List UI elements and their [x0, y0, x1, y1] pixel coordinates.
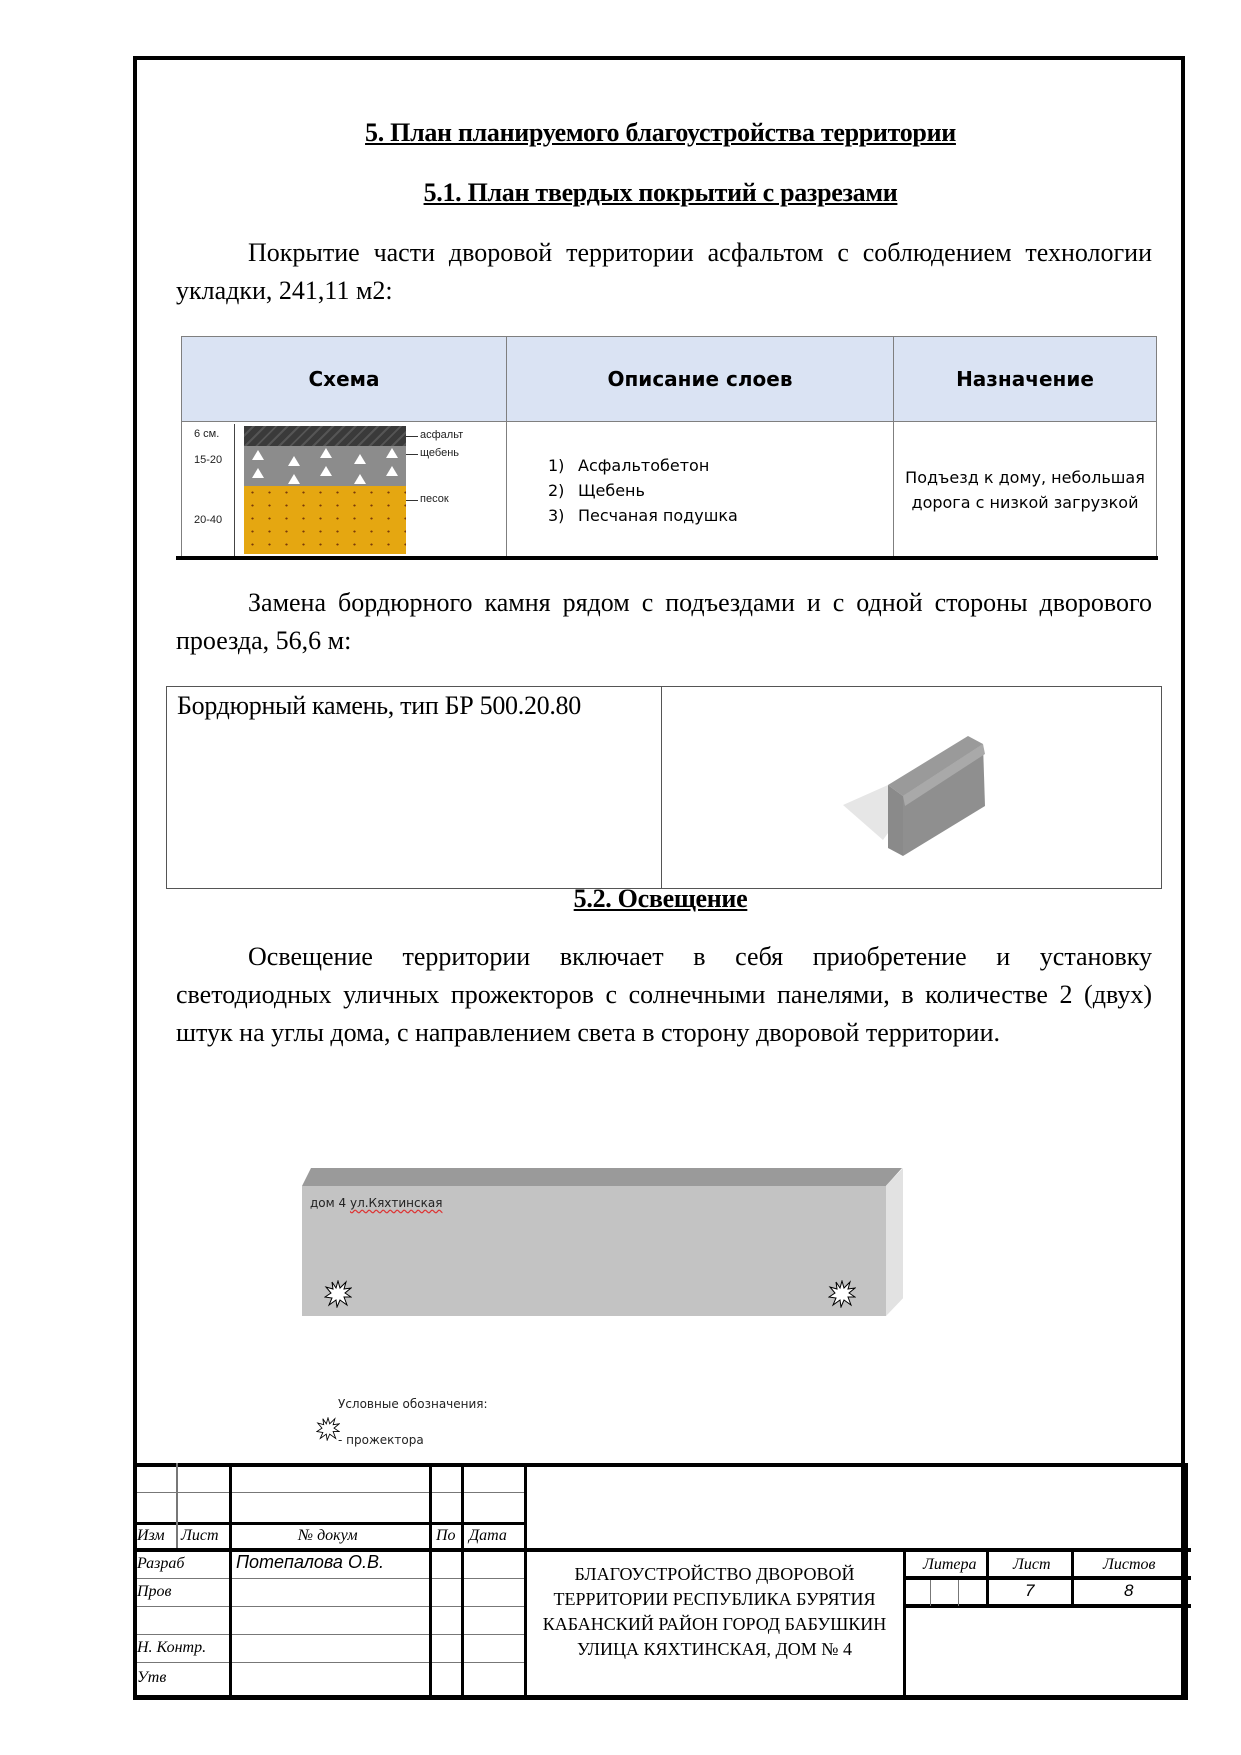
curb-image-cell [662, 687, 1162, 889]
dim-gravel: 15-20 [194, 454, 223, 466]
project-title: БЛАГОУСТРОЙСТВО ДВОРОВОЙ ТЕРРИТОРИИ РЕСПУБЛИКА БУРЯТИЯ КАБАНСКИЙ РАЙОН ГОРОД БАБУШКИН УЛИЦА КЯХТИНСКАЯ, ДОМ № 4 [542, 1564, 887, 1659]
header-purpose: Назначение [894, 337, 1157, 422]
house-side [886, 1168, 903, 1316]
col-header-signature: По [436, 1527, 456, 1544]
dim-sand: 20-40 [194, 514, 223, 526]
legend-item: - прожектора [316, 1417, 340, 1444]
gravel-layer [244, 446, 406, 486]
sheets-label: Листов [1103, 1556, 1156, 1573]
litera-label: Литера [923, 1556, 977, 1573]
house-label: дом 4 ул.Кяхтинская [310, 1196, 443, 1210]
curb-table [166, 686, 1162, 889]
col-header-date: Дата [469, 1527, 507, 1544]
dim-asphalt: 6 см. [194, 428, 220, 440]
spotlight-burst-icon [324, 1280, 352, 1308]
purpose-cell [894, 422, 1157, 559]
layers-cell [507, 422, 894, 559]
layers-list [508, 453, 892, 528]
list-item: 2) Щебень [548, 480, 645, 500]
paragraph-lighting: Освещение территории включает в себя приобретение и установку светодиодных уличных прожекторов с солнечными панелями, в количестве 2 (двух) штук на углы дома, с направлением света в сторону дворовой территории. [176, 942, 1152, 1047]
asphalt-layer [244, 426, 406, 446]
col-header-sheet: Лист [181, 1527, 219, 1544]
col-header-doc-number: № докум [298, 1527, 358, 1544]
label-sand: песок [420, 493, 449, 505]
spotlight-burst-icon [828, 1280, 856, 1308]
list-item: 3) Песчаная подушка [548, 505, 738, 525]
dimension-line [234, 424, 235, 556]
spotlight-burst-icon [316, 1417, 340, 1441]
role-developer: Разраб [137, 1555, 185, 1572]
sheet-number: 7 [1025, 1581, 1035, 1600]
pavement-section-diagram [182, 422, 504, 558]
section-heading-5-2: 5.2. Освещение [573, 884, 748, 913]
header-scheme: Схема [182, 337, 507, 422]
role-norm-control: Н. Контр. [137, 1639, 207, 1656]
col-header-change: Изм [137, 1527, 165, 1544]
paragraph-asphalt: Покрытие части дворовой территории асфальтом с соблюдением технологии укладки, 241,11 м2: [176, 238, 1152, 305]
page-title: 5. План планируемого благоустройства территории [365, 118, 956, 147]
house-plan [302, 1168, 902, 1316]
paragraph-curb: Замена бордюрного камня рядом с подъездами и с одной стороны дворового проезда, 56,6 м: [176, 588, 1152, 655]
header-layers: Описание слоев [507, 337, 894, 422]
label-gravel: щебень [420, 447, 460, 459]
title-block-stamp [133, 1463, 1188, 1700]
sheets-total: 8 [1124, 1581, 1134, 1600]
legend-title: Условные обозначения: [338, 1397, 488, 1411]
sand-layer [244, 486, 406, 554]
pavement-table [181, 336, 1157, 559]
curb-description: Бордюрный камень, тип БР 500.20.80 [167, 687, 662, 889]
list-item: 1) Асфальтобетон [548, 455, 710, 475]
scheme-cell [182, 422, 507, 559]
divider [176, 556, 1158, 560]
purpose-text: Подъезд к дому, небольшая дорога с низкой загрузкой [905, 468, 1145, 512]
curb-stone-image [663, 688, 1160, 882]
developer-name: Потепалова О.В. [236, 1552, 384, 1572]
label-asphalt: асфальт [420, 429, 464, 441]
role-checker: Пров [137, 1583, 172, 1600]
sheet-label: Лист [1013, 1556, 1051, 1573]
role-approved: Утв [137, 1669, 167, 1686]
section-heading-5-1: 5.1. План твердых покрытий с разрезами [423, 178, 898, 207]
house-roof-edge [302, 1168, 902, 1186]
